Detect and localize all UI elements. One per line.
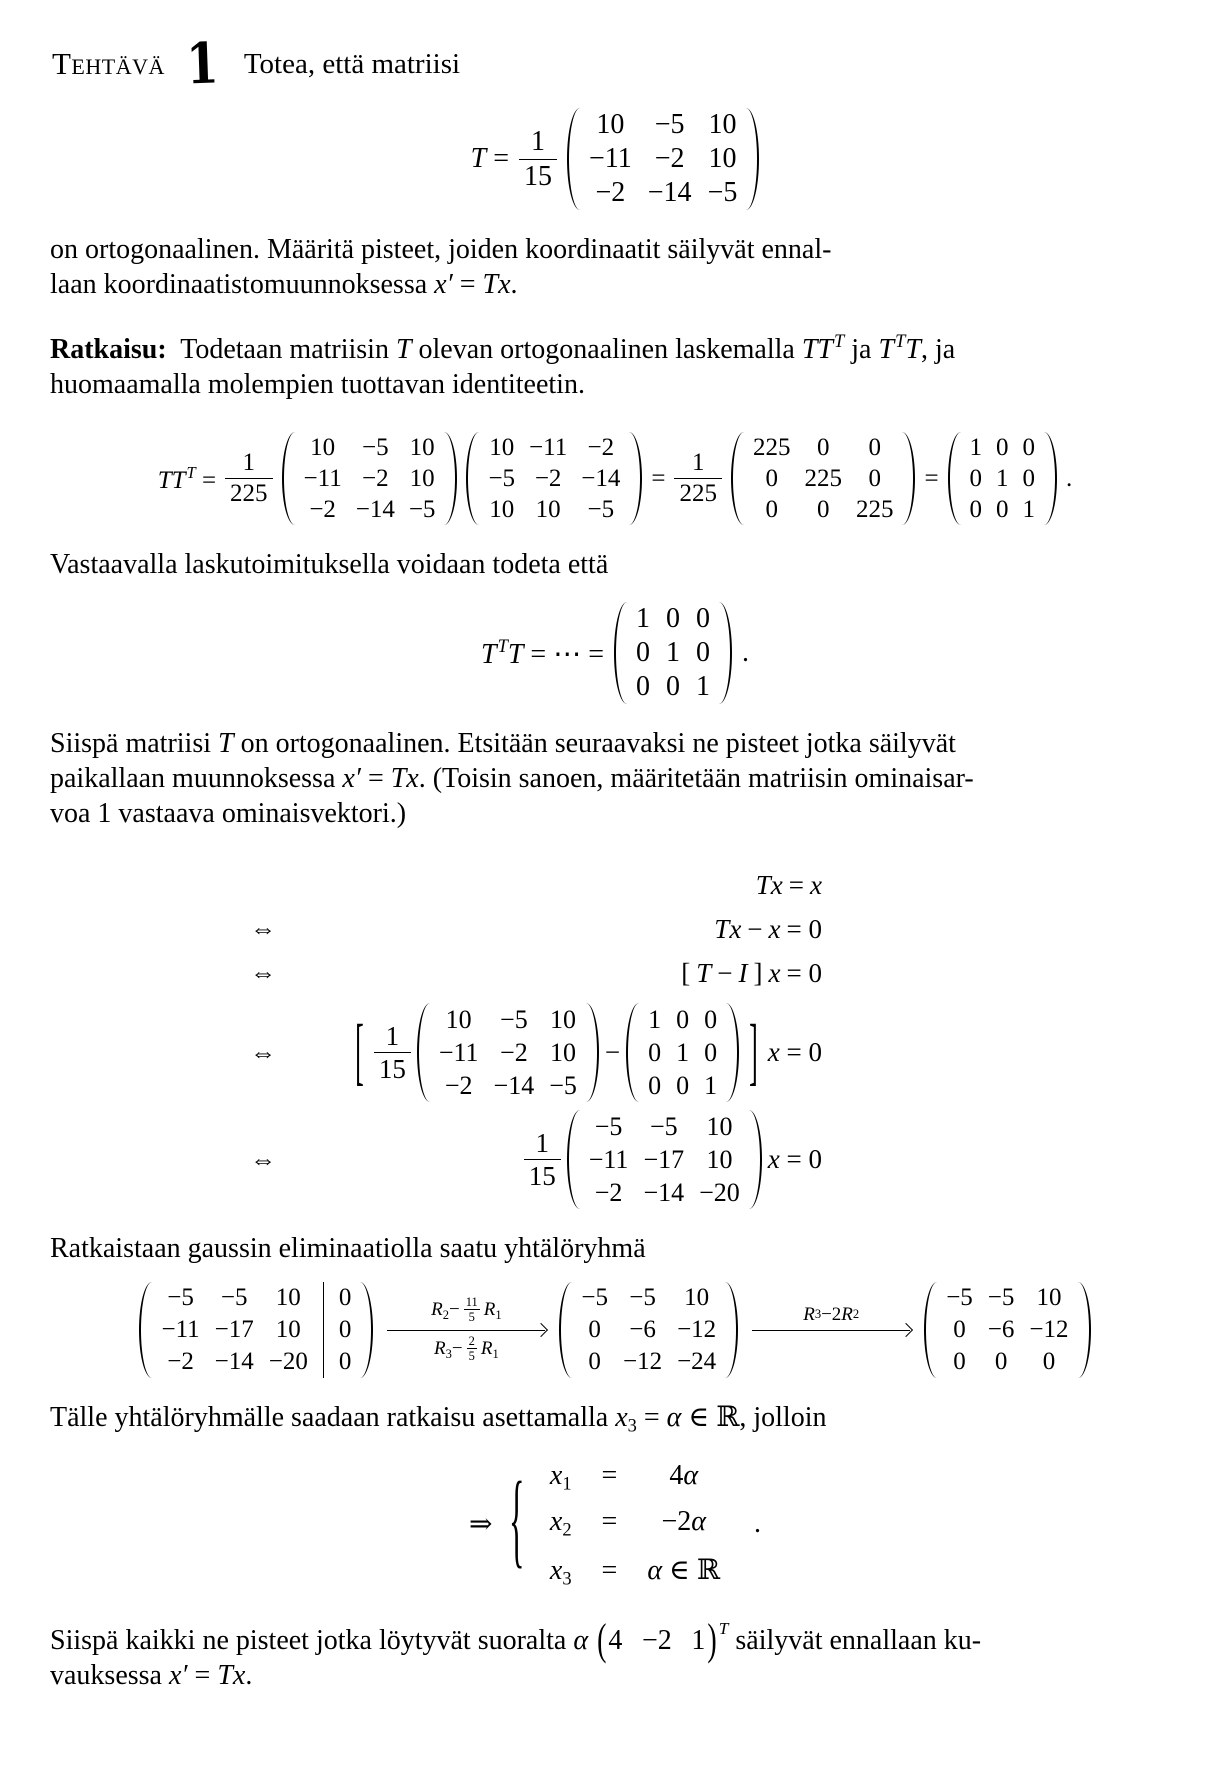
- matrix-cell: −20: [268, 1348, 308, 1376]
- equivalence-chain: [50, 863, 822, 1209]
- fraction-1-15: $\frac{1}{15}$: [374, 1020, 411, 1086]
- text-line: on ortogonaalinen. Määritä pisteet, joiden koordinaatit säilyvät ennal-: [50, 234, 832, 265]
- matrix-cell: −5: [946, 1284, 973, 1312]
- problem-title: Totea, että matriisi: [243, 47, 461, 80]
- matrix-cell: 10: [550, 1005, 577, 1035]
- system-rhs-1: 4α: [669, 1459, 699, 1491]
- matrix-cell: 10: [550, 1038, 577, 1068]
- minus-sign: −: [604, 1037, 621, 1068]
- paragraph-solution-intro: [50, 324, 1180, 402]
- chain-eq-5: [524, 1110, 822, 1209]
- matrix-cell: 0: [868, 465, 881, 493]
- fraction-1-225: $\frac{1}{225}$: [225, 448, 273, 509]
- matrix-cell: −5: [408, 496, 436, 524]
- chain-eq-3: [ T − I ] x = 0: [681, 957, 822, 988]
- matrix-cell: −5: [654, 109, 685, 140]
- problem-label: Tehtävä: [52, 46, 165, 81]
- matrix-cell: 0: [323, 1314, 352, 1346]
- matrix-cell: 10: [684, 1284, 710, 1312]
- text-line: Siispä kaikki ne pisteet jotka löytyvät suoralta α (4 −2 1) $^T$ säilyvät ennallaan ku-: [50, 1615, 982, 1666]
- matrix-cell: −5: [220, 1284, 248, 1312]
- matrix-cell: 10: [489, 496, 515, 524]
- matrix-cell: 0: [704, 1038, 718, 1068]
- matrix-left-paren: [614, 602, 627, 704]
- matrix-right-paren: [726, 1003, 739, 1102]
- chain-row-1: [50, 863, 822, 907]
- system-rhs-2: −2α: [661, 1506, 706, 1538]
- matrix-cell: 10: [275, 1284, 301, 1312]
- matrix-cell: 0: [765, 496, 778, 524]
- right-arrow-icon: [387, 1330, 545, 1331]
- chain-eq-4: [351, 1003, 822, 1102]
- matrix-cell: −5: [549, 1071, 577, 1101]
- matrix-cell: 0: [969, 465, 983, 493]
- chain-eq-2: Tx − x = 0: [714, 913, 822, 944]
- matrix-cell: 0: [953, 1348, 966, 1376]
- matrix-left-paren: [948, 432, 961, 525]
- matrix-cell: 0: [969, 496, 983, 524]
- matrix-cell: 0: [323, 1282, 352, 1314]
- equals-sign: =: [601, 1554, 618, 1586]
- matrix-cell: 10: [535, 496, 561, 524]
- matrix-right-paren: [719, 602, 732, 704]
- matrix-cell: −2: [167, 1348, 194, 1376]
- matrix-cell: 10: [596, 109, 625, 140]
- matrix-cell: 0: [1022, 434, 1036, 462]
- matrix-right-paren: [586, 1003, 599, 1102]
- matrix-cell: 10: [708, 109, 737, 140]
- matrix-cell: −5: [500, 1005, 528, 1035]
- matrix-cell: 10: [409, 465, 435, 493]
- matrix-cell: 1: [648, 1005, 662, 1035]
- matrix-cell: −5: [649, 1112, 678, 1142]
- matrix-cell: −14: [214, 1348, 254, 1376]
- iff-arrow: ⇔: [250, 1037, 276, 1067]
- system-lhs-3: $x_3$: [549, 1554, 572, 1589]
- period: .: [754, 1508, 762, 1540]
- matrix-cell: 10: [489, 434, 515, 462]
- matrix-cell: 0: [868, 434, 881, 462]
- text-line: Ratkaistaan gaussin eliminaatiolla saatu yhtälöryhmä: [50, 1233, 646, 1265]
- chain-row-2: [50, 907, 822, 951]
- system-lhs-1: $x_1$: [549, 1459, 572, 1494]
- matrix-cell: −11: [161, 1316, 200, 1344]
- matrix-cell: −5: [488, 465, 516, 493]
- matrix-left-paren: [567, 1110, 580, 1209]
- matrix-cell: −24: [677, 1348, 717, 1376]
- matrix-left-paren: [466, 432, 479, 525]
- equation-matrix-T-definition: [50, 108, 1180, 210]
- matrix-after-step-2: [924, 1282, 1090, 1378]
- matrix-cell: −11: [588, 1145, 629, 1175]
- matrix-cell: −2: [534, 465, 562, 493]
- row-reduction-display: [50, 1282, 1180, 1378]
- chain-row-5: [50, 1110, 822, 1209]
- matrix-cell: −14: [643, 1178, 685, 1208]
- equals-sign: =: [651, 464, 666, 492]
- system-left-brace: {: [509, 1463, 525, 1582]
- matrix-right-paren: [1044, 432, 1057, 525]
- matrix-cell: −2: [654, 143, 685, 174]
- matrix-cell: 0: [816, 434, 830, 462]
- matrix-left-paren: [924, 1282, 937, 1378]
- text-line: Siispä matriisi T on ortogonaalinen. Etsitään seuraavaksi ne pisteet jotka säilyvät: [50, 728, 956, 760]
- matrix-cell: 10: [445, 1005, 472, 1035]
- matrix-cell: 0: [1042, 1348, 1056, 1376]
- matrix-cell: −5: [587, 496, 615, 524]
- matrix-T-transpose: [466, 432, 642, 525]
- system-lhs-2: $x_2$: [549, 1506, 572, 1540]
- fraction-1-225: $\frac{1}{225}$: [674, 448, 722, 509]
- system-rhs-3: α ∈ ℝ: [647, 1554, 721, 1586]
- implies-arrow: ⇒: [468, 1509, 493, 1541]
- matrix-augmented-system: [139, 1282, 373, 1378]
- matrix-cell: −2: [361, 465, 389, 493]
- chain-eq-5-rhs: x = 0: [767, 1144, 822, 1175]
- right-arrow-icon: [752, 1330, 910, 1331]
- chain-eq-1: Tx = x: [755, 869, 822, 900]
- text-line: laan koordinaatistomuunnoksessa x′ = Tx.: [50, 269, 518, 300]
- big-right-bracket: ]: [749, 1009, 758, 1094]
- matrix-cell: 10: [409, 434, 435, 462]
- matrix-cell: −11: [303, 465, 342, 493]
- matrix-cell: −5: [581, 1284, 608, 1312]
- matrix-cell: −5: [361, 434, 389, 462]
- matrix-cell: −14: [493, 1071, 535, 1101]
- matrix-cell: −2: [444, 1071, 473, 1101]
- problem-header: [52, 30, 1180, 98]
- matrix-cell: 1: [969, 434, 983, 462]
- matrix-cell: 0: [765, 465, 778, 493]
- matrix-cell: 10: [275, 1316, 301, 1344]
- matrix-left-paren: [282, 432, 295, 525]
- paragraph-gauss-intro: [50, 1231, 1180, 1266]
- matrix-cell: 0: [636, 671, 651, 703]
- period: .: [1066, 464, 1073, 492]
- matrix-cell: −11: [438, 1038, 479, 1068]
- matrix-cell: 0: [588, 1316, 601, 1344]
- matrix-cell: 0: [323, 1346, 352, 1378]
- matrix-cell: 0: [648, 1071, 662, 1101]
- matrix-cell: −2: [587, 434, 615, 462]
- matrix-T: [567, 108, 759, 210]
- matrix-cell: 10: [708, 143, 737, 174]
- fraction-1-15: $\frac{1}{15}$: [524, 1127, 561, 1193]
- matrix-cell: −17: [643, 1145, 685, 1175]
- matrix-identity: [626, 1003, 739, 1102]
- matrix-cell: 1: [1022, 496, 1036, 524]
- text-line: voa 1 vastaava ominaisvektori.): [50, 798, 407, 830]
- matrix-cell: 0: [666, 671, 681, 703]
- matrix-cell: −11: [589, 143, 632, 174]
- matrix-cell: 1: [696, 671, 711, 703]
- matrix-T: [282, 432, 458, 525]
- row-op-arrow-1: [387, 1296, 545, 1365]
- eq1-lhs: T =: [470, 143, 509, 174]
- equals-sign: =: [601, 1506, 618, 1538]
- matrix-cell: 0: [648, 1038, 662, 1068]
- matrix-cell: −11: [529, 434, 568, 462]
- matrix-cell: −17: [214, 1316, 254, 1344]
- text-line: Tälle yhtälöryhmälle saadaan ratkaisu asettamalla $x_3 = \alpha$ ∈ ℝ, jolloin: [50, 1402, 827, 1436]
- matrix-cell: 0: [1022, 465, 1036, 493]
- matrix-cell: −20: [699, 1178, 740, 1208]
- text-line: paikallaan muunnoksessa x′ = Tx. (Toisin sanoen, määritetään matriisin ominaisar-: [50, 763, 974, 795]
- matrix-right-paren: [629, 432, 642, 525]
- matrix-cell: −5: [167, 1284, 194, 1312]
- matrix-cell: 0: [996, 434, 1009, 462]
- matrix-left-paren: [139, 1282, 152, 1378]
- matrix-cell: −5: [987, 1284, 1015, 1312]
- matrix-cell: 10: [1036, 1284, 1062, 1312]
- period: .: [742, 637, 750, 669]
- matrix-cell: 0: [816, 496, 830, 524]
- system-equations: [550, 1460, 720, 1590]
- matrix-T-minus-I: [567, 1110, 762, 1209]
- matrix-cell: −2: [309, 496, 336, 524]
- eq2-lhs: $TT^T$ =: [157, 462, 217, 494]
- row-op-label-top: $R_2-$ $\frac{11}{5}$ $R_1$: [431, 1294, 502, 1325]
- matrix-cell: 225: [855, 496, 894, 524]
- matrix-cell: −14: [647, 177, 692, 208]
- matrix-cell: 225: [752, 434, 791, 462]
- matrix-cell: −14: [355, 496, 395, 524]
- matrix-cell: 0: [704, 1005, 718, 1035]
- matrix-cell: 0: [676, 1005, 690, 1035]
- matrix-cell: 0: [996, 496, 1009, 524]
- chain-row-4: [50, 1003, 822, 1102]
- matrix-cell: 1: [666, 637, 681, 669]
- matrix-cell: 10: [310, 434, 336, 462]
- iff-arrow: ⇔: [250, 958, 276, 988]
- matrix-cell: −2: [594, 1178, 623, 1208]
- paragraph-problem-statement: [50, 232, 1180, 302]
- paragraph-eigenvector-intro: [50, 726, 1180, 831]
- matrix-cell: 10: [706, 1145, 733, 1175]
- matrix-cell: −5: [707, 177, 738, 208]
- chain-row-3: [50, 951, 822, 995]
- matrix-left-paren: [417, 1003, 430, 1102]
- matrix-cell: 0: [953, 1316, 966, 1344]
- matrix-cell: −12: [677, 1316, 717, 1344]
- matrix-cell: −5: [629, 1284, 656, 1312]
- matrix-identity: [948, 432, 1058, 525]
- small-fraction: $\frac{2}{5}$: [468, 1333, 475, 1363]
- matrix-cell: 0: [588, 1348, 601, 1376]
- matrix-cell: −6: [987, 1316, 1015, 1344]
- iff-arrow: ⇔: [250, 1144, 276, 1174]
- matrix-cell: −2: [500, 1038, 528, 1068]
- matrix-identity: [614, 602, 732, 704]
- fraction-1-15: $\frac{1}{15}$: [519, 125, 557, 193]
- equals-sign: =: [601, 1459, 618, 1491]
- matrix-left-paren: [559, 1282, 572, 1378]
- paragraph-similar-computation: [50, 547, 1180, 582]
- iff-arrow: ⇔: [250, 914, 276, 944]
- matrix-right-paren: [725, 1282, 738, 1378]
- matrix-T: [417, 1003, 599, 1102]
- solution-system: [50, 1460, 1180, 1590]
- matrix-cell: 0: [994, 1348, 1008, 1376]
- text-line: Vastaavalla laskutoimituksella voidaan todeta että: [50, 549, 609, 581]
- matrix-cell: 0: [666, 603, 681, 635]
- matrix-cell: 1: [636, 603, 651, 635]
- matrix-cell: 1: [676, 1038, 690, 1068]
- matrix-cell: −2: [595, 177, 626, 208]
- paragraph-conclusion: [50, 1611, 1180, 1693]
- matrix-right-paren: [902, 432, 915, 525]
- matrix-right-paren: [360, 1282, 373, 1378]
- chain-eq-4-rhs: x = 0: [767, 1037, 822, 1068]
- equals-sign: =: [924, 464, 939, 492]
- matrix-diag-225: [731, 432, 916, 525]
- matrix-right-paren: [444, 432, 457, 525]
- matrix-right-paren: [746, 108, 759, 210]
- eq3-lhs: $T^TT$ = ⋯ =: [480, 635, 605, 670]
- matrix-right-paren: [1078, 1282, 1091, 1378]
- row-op-label-bottom: $R_3-$ $\frac{2}{5}$ $R_1$: [434, 1333, 499, 1363]
- matrix-cell: 0: [636, 637, 651, 669]
- matrix-left-paren: [626, 1003, 639, 1102]
- equation-TtT-identity: [50, 602, 1180, 704]
- small-fraction: $\frac{11}{5}$: [465, 1294, 478, 1325]
- text-line: huomaamalla molempien tuottavan identiteetin.: [50, 369, 585, 401]
- row-op-label-top: R 3 −2 R 2: [803, 1303, 860, 1325]
- matrix-cell: 10: [706, 1112, 733, 1142]
- text-line: vauksessa x′ = Tx.: [50, 1659, 253, 1691]
- matrix-after-step-1: [559, 1282, 738, 1378]
- matrix-cell: 0: [676, 1071, 690, 1101]
- matrix-cell: −5: [594, 1112, 623, 1142]
- matrix-cell: −14: [581, 465, 621, 493]
- matrix-left-paren: [567, 108, 580, 210]
- paragraph-solution-setting: [50, 1400, 1180, 1444]
- matrix-left-paren: [731, 432, 744, 525]
- matrix-right-paren: [749, 1110, 762, 1209]
- matrix-cell: 1: [996, 465, 1009, 493]
- matrix-cell: −6: [629, 1316, 656, 1344]
- matrix-cell: 0: [696, 637, 711, 669]
- text-line: Ratkaisu: Todetaan matriisin T olevan ortogonaalinen laskemalla $TT^T$ ja $T^TT$, ja: [50, 331, 956, 366]
- matrix-cell: 0: [696, 603, 711, 635]
- row-op-arrow-2: [752, 1304, 910, 1357]
- big-left-bracket: [: [355, 1009, 364, 1094]
- matrix-cell: −12: [1029, 1316, 1069, 1344]
- problem-number: 1: [185, 30, 220, 98]
- equation-TTt-product: [50, 432, 1180, 525]
- matrix-cell: 1: [704, 1071, 718, 1101]
- matrix-cell: 225: [804, 465, 842, 493]
- matrix-cell: −12: [622, 1348, 663, 1376]
